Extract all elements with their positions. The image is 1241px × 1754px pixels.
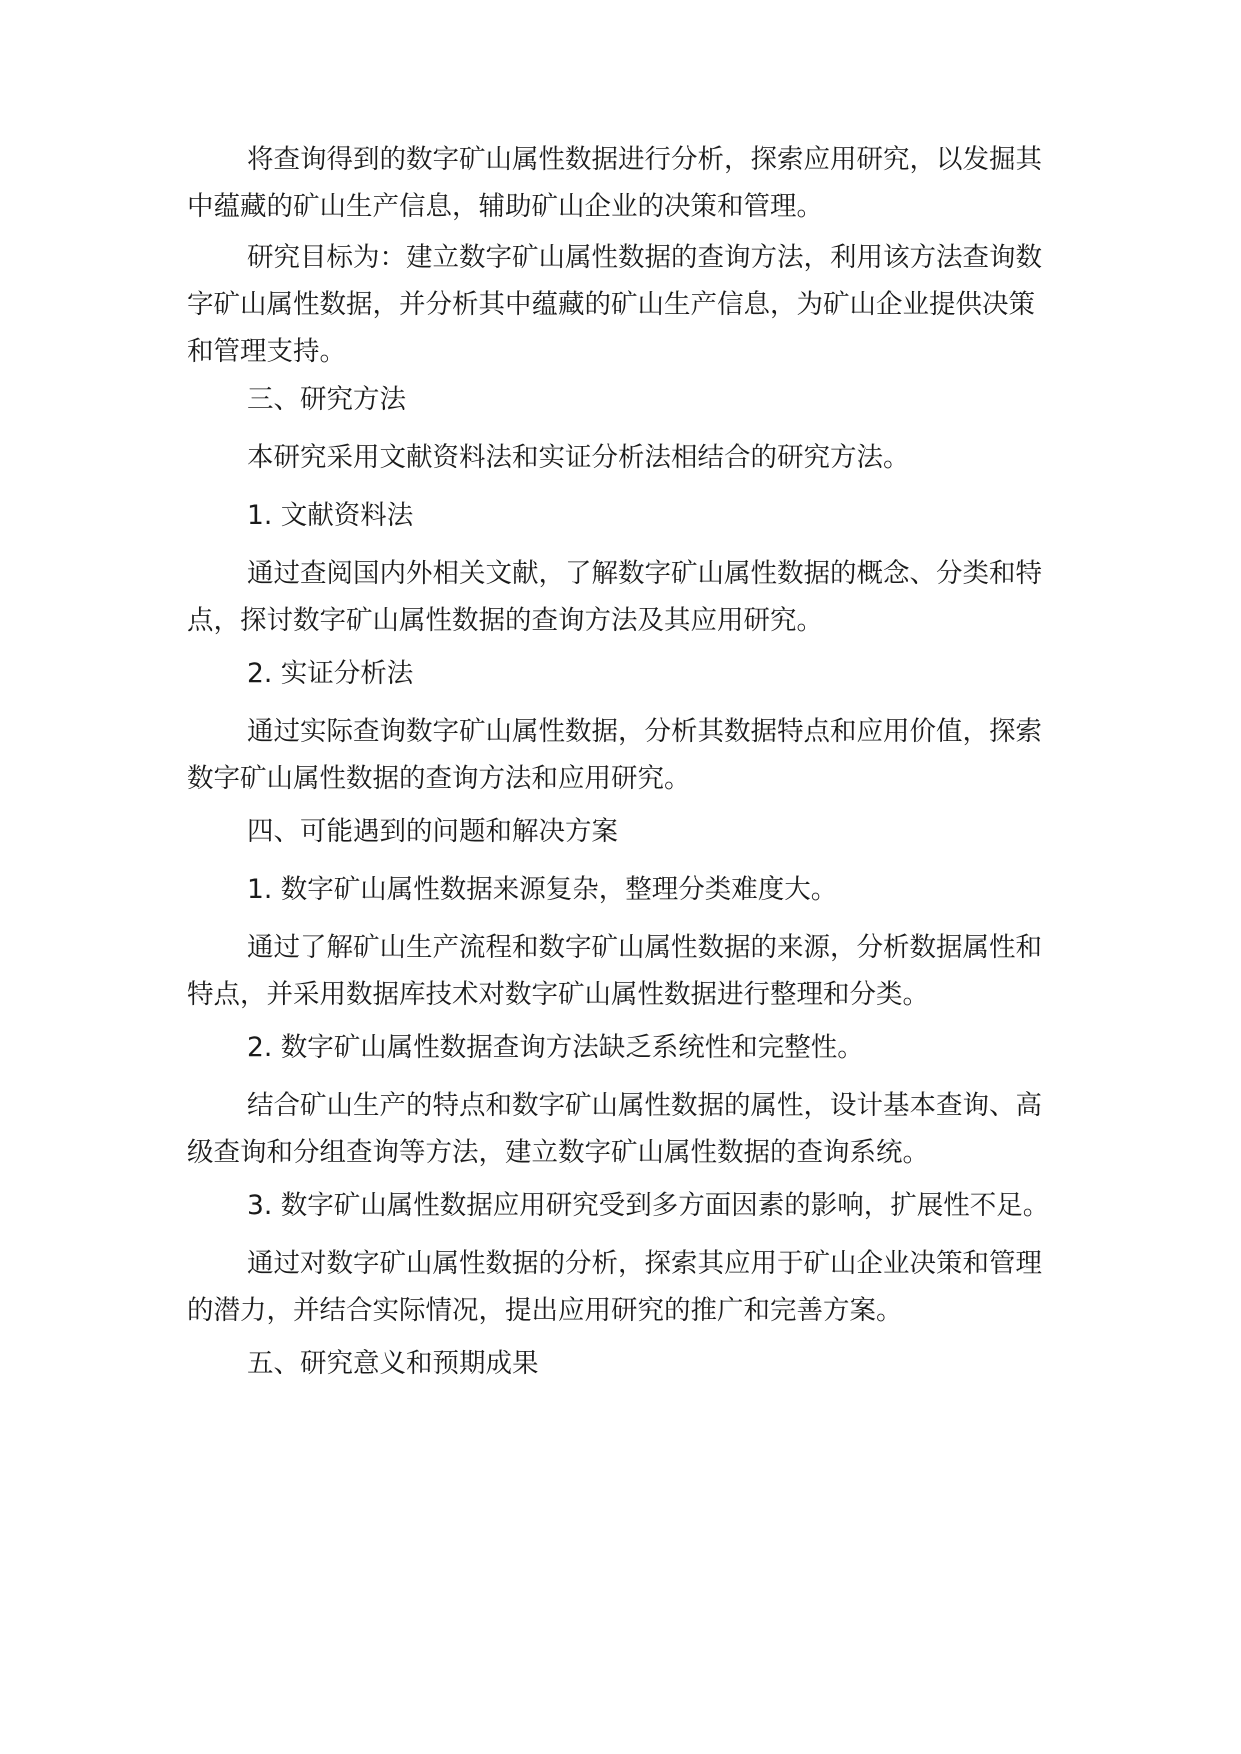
subheading-literature-method: 1. 文献资料法 — [247, 500, 414, 531]
paragraph-empirical-method: 通过实际查询数字矿山属性数据，分析其数据特点和应用价值，探索数字矿山属性数据的查询方法和应用研究。 — [187, 716, 1042, 794]
paragraph-analysis-purpose: 将查询得到的数字矿山属性数据进行分析，探索应用研究，以发掘其中蕴藏的矿山生产信息，辅助矿山企业的决策和管理。 — [187, 144, 1042, 222]
paragraph-methods-intro: 本研究采用文献资料法和实证分析法相结合的研究方法。 — [247, 442, 910, 473]
subheading-empirical-method: 2. 实证分析法 — [247, 658, 414, 689]
paragraph-research-goal: 研究目标为：建立数字矿山属性数据的查询方法，利用该方法查询数字矿山属性数据，并分析其中蕴藏的矿山生产信息，为矿山企业提供决策和管理支持。 — [187, 242, 1042, 367]
document-page — [187, 0, 1057, 1754]
solution-paragraph-1: 通过了解矿山生产流程和数字矿山属性数据的来源，分析数据属性和特点，并采用数据库技术对数字矿山属性数据进行整理和分类。 — [187, 932, 1042, 1010]
section-heading-problems-solutions: 四、可能遇到的问题和解决方案 — [247, 816, 618, 847]
solution-paragraph-2: 结合矿山生产的特点和数字矿山属性数据的属性，设计基本查询、高级查询和分组查询等方法，建立数字矿山属性数据的查询系统。 — [187, 1090, 1042, 1168]
section-heading-significance: 五、研究意义和预期成果 — [247, 1348, 539, 1379]
section-heading-research-methods: 三、研究方法 — [247, 384, 406, 415]
problem-item-1: 1. 数字矿山属性数据来源复杂，整理分类难度大。 — [247, 874, 838, 905]
problem-item-3: 3. 数字矿山属性数据应用研究受到多方面因素的影响，扩展性不足。 — [247, 1190, 1050, 1221]
solution-paragraph-3: 通过对数字矿山属性数据的分析，探索其应用于矿山企业决策和管理的潜力，并结合实际情况，提出应用研究的推广和完善方案。 — [187, 1248, 1042, 1326]
problem-item-2: 2. 数字矿山属性数据查询方法缺乏系统性和完整性。 — [247, 1032, 864, 1063]
paragraph-literature-method: 通过查阅国内外相关文献，了解数字矿山属性数据的概念、分类和特点，探讨数字矿山属性数据的查询方法及其应用研究。 — [187, 558, 1042, 636]
